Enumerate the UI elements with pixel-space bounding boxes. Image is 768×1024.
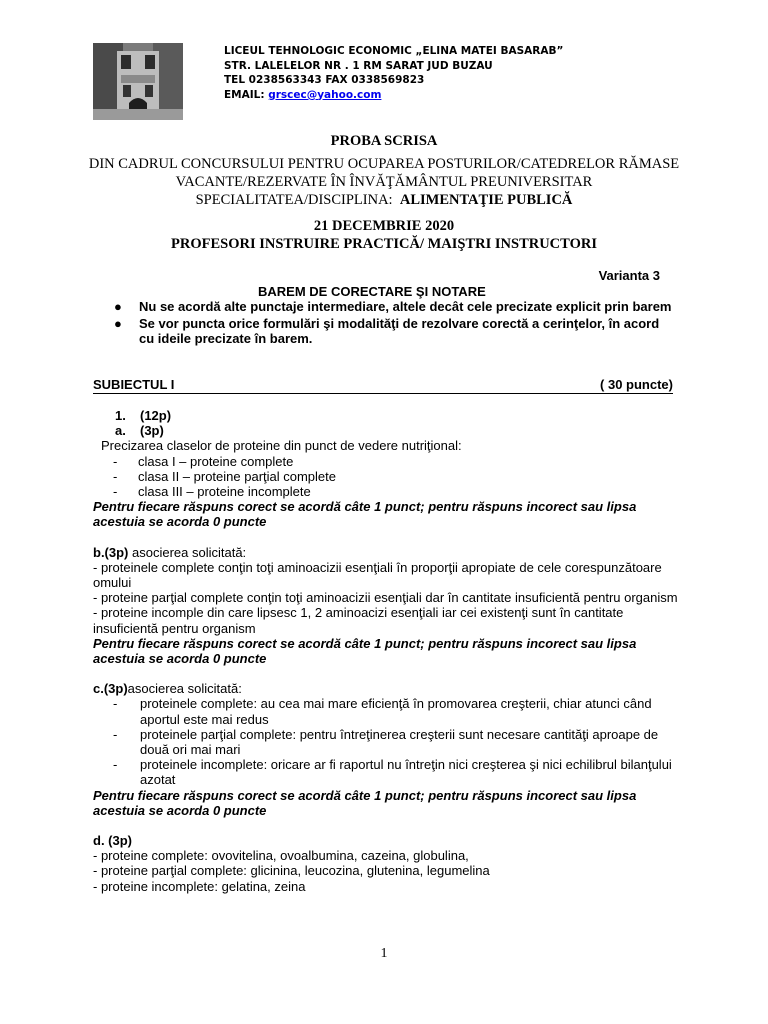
page-number: 1: [380, 946, 388, 961]
school-name: LICEUL TEHNOLOGIC ECONOMIC „ELINA MATEI BASARAB”: [224, 45, 564, 57]
item-points: (3p): [140, 423, 164, 439]
list-item: - proteine complete: ovovitelina, ovoalbumina, cazeina, globulina,: [93, 848, 469, 864]
list-item-text: clasa II – proteine parţial complete: [138, 468, 336, 484]
item-label: d. (3p): [93, 833, 132, 849]
school-header: [224, 44, 563, 102]
list-item: - proteine parţial complete conţin toţi aminoacizii esenţiali dar în cantitate insuficientă pentru organism: [93, 590, 678, 606]
list-item: - proteinele parţial complete: pentru întreţinerea creşterii sunt necesare cantităţi aproape de două ori mai mari: [93, 727, 678, 757]
list-item-text: clasa III – proteine incomplete: [138, 484, 311, 500]
item-c-heading: [93, 681, 678, 696]
item-number: 1.: [115, 408, 126, 423]
item-letter: a.: [115, 423, 126, 439]
bullet-icon: ●: [114, 315, 122, 331]
exam-date-block: [0, 217, 768, 253]
email-link[interactable]: grscec@yahoo.com: [268, 88, 382, 101]
item-1-heading: [93, 408, 678, 423]
exam-title: PROBA SCRISA: [330, 133, 438, 149]
list-item-text: proteinele parţial complete: pentru întreţinerea creşterii sunt necesare cantităţi aproape de două ori mai mari: [140, 726, 659, 758]
scoring-note: Pentru fiecare răspuns corect se acordă câte 1 punct; pentru răspuns incorect sau lipsa acestuia se acorda 0 puncte: [93, 787, 637, 818]
item-a-heading: [93, 423, 678, 438]
list-item: - proteine parţial complete: glicinina, leucozina, glutenina, legumelina: [93, 863, 490, 879]
item-a-intro: Precizarea claselor de proteine din punct de vedere nutriţional:: [101, 438, 462, 454]
school-phone: TEL 0238563343 FAX 0338569823: [224, 74, 425, 86]
list-item: - proteine incomple din care lipsesc 1, 2 aminoacizi esenţiali iar cei existenţi sunt în cantitate insuficientă pentru organism: [93, 605, 624, 636]
exam-subtitle: [0, 155, 768, 209]
item-intro: asocierea solicitată:: [127, 681, 242, 697]
list-item: - clasa I – proteine complete: [113, 453, 294, 469]
list-item-text: proteinele complete: au cea mai mare eficienţă în promovarea creşterii, chiar atunci când aportul este mai redus: [140, 696, 652, 727]
subtitle-line-3: [0, 191, 768, 209]
exam-audience: PROFESORI INSTRUIRE PRACTICĂ/ MAIŞTRI INSTRUCTORI: [171, 236, 597, 252]
list-item-text: proteinele incomplete: oricare ar fi raportul nu întreţin nici creşterea şi nici echilibrul bilanţului azotat: [140, 757, 672, 788]
list-item: - proteine incomplete: gelatina, zeina: [93, 878, 306, 894]
rule-item: [114, 316, 674, 347]
subtitle-line-1: DIN CADRUL CONCURSULUI PENTRU OCUPAREA POSTURILOR/CATEDRELOR RĂMASE: [88, 156, 680, 172]
item-points: (12p): [140, 408, 172, 423]
answer-key-body: [93, 408, 678, 894]
specialty-value: ALIMENTAŢIE PUBLICĂ: [399, 192, 573, 208]
subject-heading: [93, 377, 673, 394]
item-label: c.(3p): [93, 681, 128, 697]
item-intro: asocierea solicitată:: [128, 544, 247, 560]
subject-points: ( 30 puncte): [600, 377, 673, 392]
bullet-icon: ●: [114, 299, 122, 314]
email-label: EMAIL:: [224, 88, 265, 101]
list-item: - proteinele complete conţin toţi aminoacizii esenţiali în proporţii apropiate de cele corespunzătoare omului: [93, 559, 662, 591]
specialty-label: SPECIALITATEA/DISCIPLINA:: [195, 192, 393, 208]
list-item: - clasa III – proteine incomplete: [113, 484, 311, 500]
list-item: - proteinele incomplete: oricare ar fi raportul nu întreţin nici creşterea şi nici echilibrul bilanţului azotat: [93, 757, 678, 787]
scoring-note: Pentru fiecare răspuns corect se acordă câte 1 punct; pentru răspuns incorect sau lipsa acestuia se acorda 0 puncte: [93, 635, 637, 667]
variant-label: Varianta 3: [598, 268, 660, 283]
school-building-photo: [93, 43, 183, 120]
list-item-text: clasa I – proteine complete: [138, 453, 294, 469]
subject-label: SUBIECTUL I: [93, 377, 175, 392]
item-d-heading: [93, 833, 678, 848]
list-item: - clasa II – proteine parţial complete: [113, 468, 336, 484]
rule-text: Se vor puncta orice formulări şi modalităţi de rezolvare corectă a cerinţelor, în acord cu ideile precizate în barem.: [139, 315, 660, 346]
item-b-heading: [93, 545, 678, 560]
scoring-note: Pentru fiecare răspuns corect se acordă câte 1 punct; pentru răspuns incorect sau lipsa acestuia se acorda 0 puncte: [93, 499, 637, 530]
exam-date: 21 DECEMBRIE 2020: [313, 218, 455, 234]
rule-text: Nu se acordă alte punctaje intermediare, altele decât cele precizate explicit prin barem: [139, 299, 672, 314]
rule-item: [114, 299, 674, 315]
item-label: b.(3p): [93, 544, 129, 560]
school-email-line: [224, 88, 563, 103]
subtitle-line-2: VACANTE/REZERVATE ÎN ÎNVĂŢĂMÂNTUL PREUNIVERSITAR: [175, 174, 593, 190]
barem-title: BAREM DE CORECTARE ŞI NOTARE: [258, 284, 486, 299]
rules-list: [114, 299, 674, 348]
school-address: STR. LALELELOR NR . 1 RM SARAT JUD BUZAU: [224, 59, 493, 72]
list-item: - proteinele complete: au cea mai mare eficienţă în promovarea creşterii, chiar atunci când aportul este mai redus: [93, 696, 678, 726]
